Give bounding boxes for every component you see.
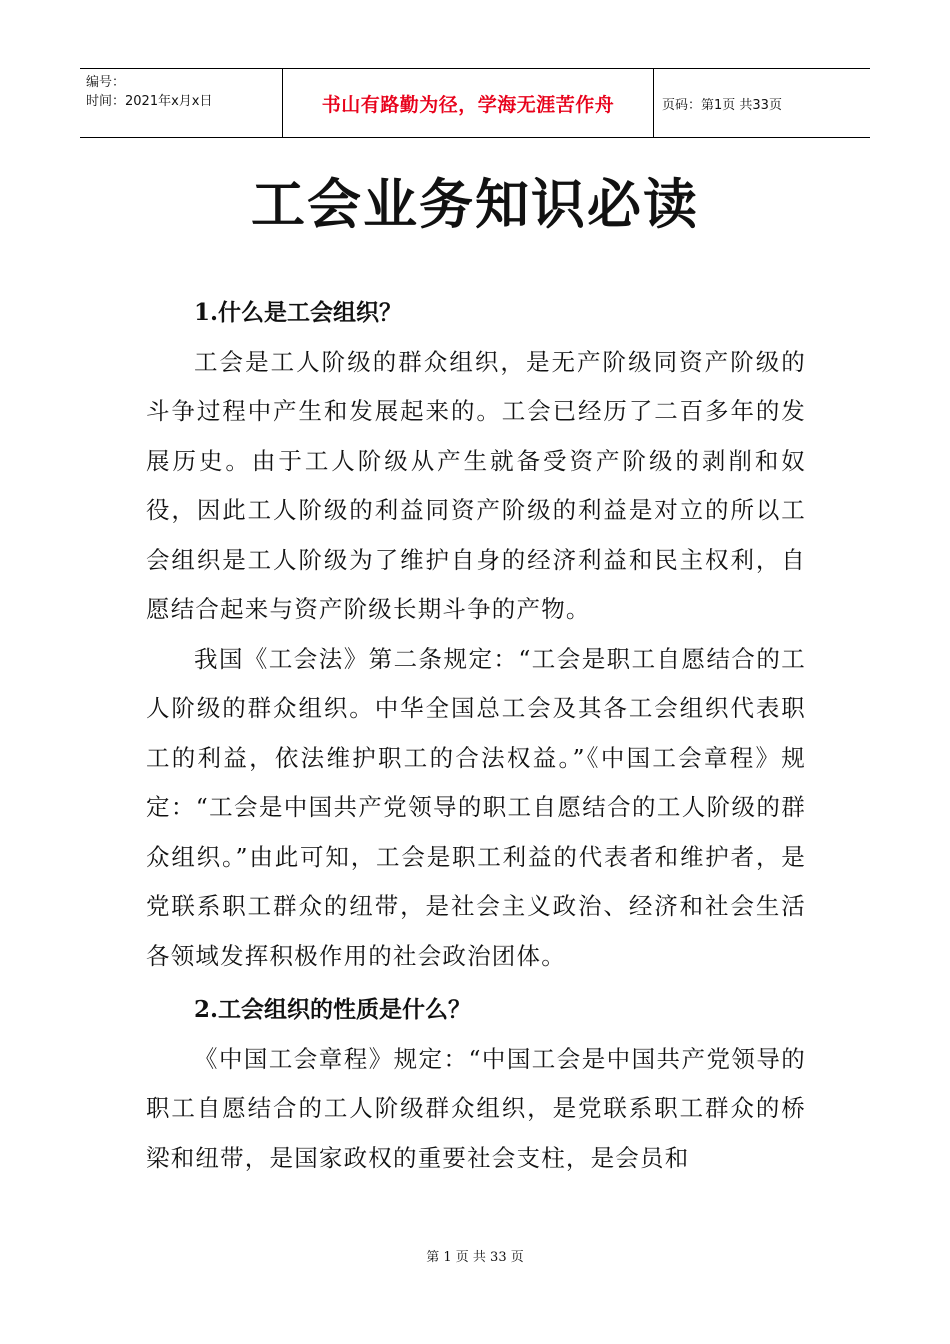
header-meta: [80, 69, 282, 137]
section-2-question: 2.工会组织的性质是什么？: [194, 996, 472, 1023]
page-footer: 第 1 页 共 33 页: [426, 1250, 524, 1265]
section-1-paragraph-2: 我国《工会法》第二条规定：“工会是职工自愿结合的工人阶级的群众组织。中华全国总工会及其各工会组织代表职工的利益，依法维护职工的合法权益。”《中国工会章程》规定：“工会是中国共产党领导的职工自愿结合的工人阶级的群众组织。”由此可知，工会是职工利益的代表者和维护者，是党联系职工群众的纽带，是社会主义政治、经济和社会生活各领域发挥积极作用的社会政治团体。: [146, 644, 806, 970]
time-label: 时间：2021年x月x日: [86, 94, 213, 109]
header-table: [80, 68, 870, 138]
header-motto: 书山有路勤为径，学海无涯苦作舟: [282, 69, 654, 137]
header-page-info: 页码：第1页 共33页: [662, 97, 782, 113]
number-label: 编号：: [86, 75, 126, 90]
document-body: [146, 288, 806, 1183]
document-title: 工会业务知识必读: [251, 172, 699, 236]
section-1-question: 1.什么是工会组织？: [194, 299, 403, 326]
section-1-paragraph-1: 工会是工人阶级的群众组织，是无产阶级同资产阶级的斗争过程中产生和发展起来的。工会已经历了二百多年的发展历史。由于工人阶级从产生就备受资产阶级的剥削和奴役，因此工人阶级的利益同资产阶级的利益是对立的所以工会组织是工人阶级为了维护自身的经济利益和民主权利，自愿结合起来与资产阶级长期斗争的产物。: [146, 347, 806, 623]
section-2-paragraph-1: 《中国工会章程》规定：“中国工会是中国共产党领导的职工自愿结合的工人阶级群众组织，是党联系职工群众的桥梁和纽带，是国家政权的重要社会支柱，是会员和: [146, 1044, 806, 1172]
